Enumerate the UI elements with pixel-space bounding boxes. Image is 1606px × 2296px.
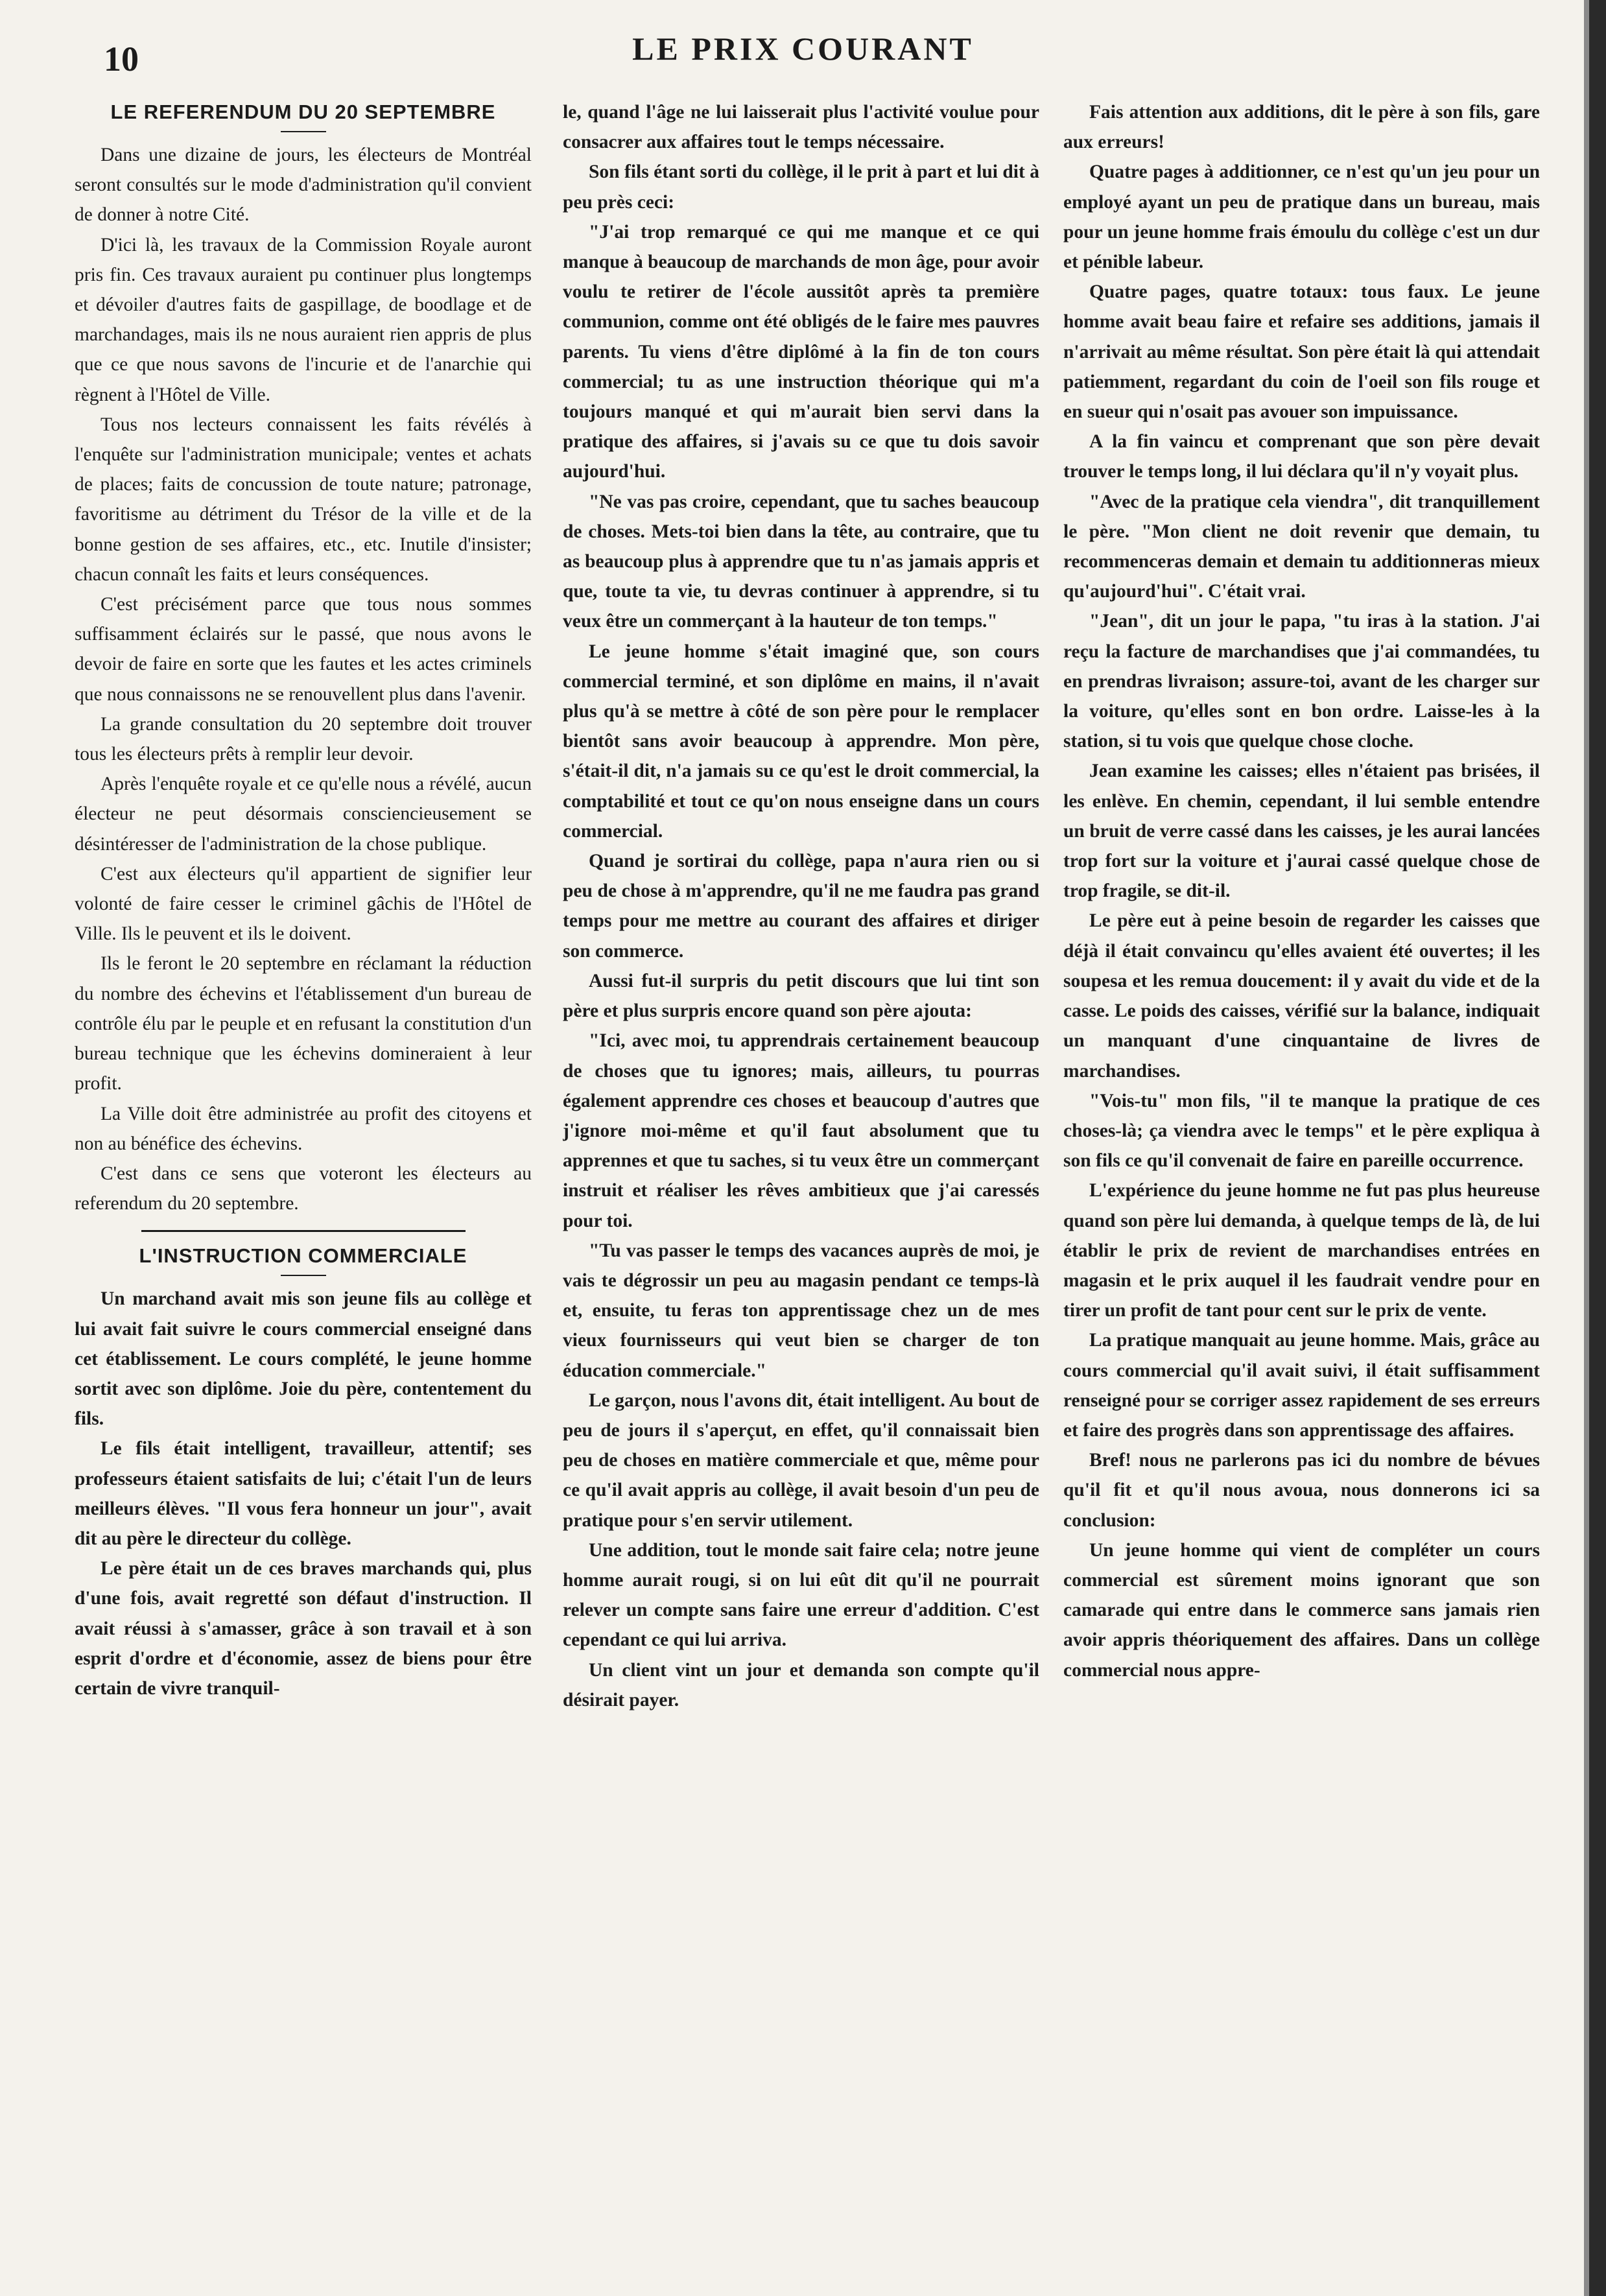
paragraph: "Tu vas passer le temps des vacances auprès de moi, je vais te dégrossir un peu au magasin pendant ce temps-là et, ensuite, tu feras ton apprentissage chez un de mes vieux fournisseurs qui veut bien se charger de ton éducation commerciale." — [563, 1240, 1039, 1381]
paragraph: "Ne vas pas croire, cependant, que tu saches beaucoup de choses. Mets-toi bien dans la tête, au contraire, que tu as beaucoup plus à apprendre que tu n'as jamais appris et que, toute ta vie, tu devras continuer à apprendre, si tu veux être un commerçant à la hauteur de ton temps." — [563, 491, 1039, 632]
running-title: LE PRIX COURANT — [632, 30, 974, 67]
title-rule — [281, 1275, 326, 1276]
scan-edge-shadow — [1584, 0, 1589, 2296]
paragraph: Quand je sortirai du collège, papa n'aura rien ou si peu de chose à m'apprendre, qu'il ne me faudra pas grand temps pour me mettre au courant des affaires et diriger son commerce. — [563, 851, 1039, 962]
referendum-body — [75, 140, 532, 1218]
column-left — [75, 97, 532, 2256]
paragraph: "Ici, avec moi, tu apprendrais certainement beaucoup de choses que tu ignores; mais, ailleurs, tu pourras également apprendre ces choses et beaucoup d'autres que j'ignore moi-même et qu'il faut absolument que tu apprennes et que tu saches, si tu veux être un commerçant instruit et réaliser les rêves ambitieux que j'ai caressés pour toi. — [563, 1030, 1039, 1231]
paragraph: La pratique manquait au jeune homme. Mais, grâce au cours commercial qu'il avait suivi, il était suffisamment renseigné pour se corriger assez rapidement de ses erreurs et faire des progrès dans son apprentissage des affaires. — [1063, 1330, 1540, 1441]
paragraph: "Vois-tu" mon fils, "il te manque la pratique de ces choses-là; ça viendra avec le temps" et le père expliqua à son fils ce qu'il convenait de faire en pareille occurrence. — [1063, 1090, 1540, 1172]
paragraph: La Ville doit être administrée au profit des citoyens et non au bénéfice des échevins. — [75, 1103, 532, 1154]
title-rule — [281, 131, 326, 132]
paragraph: A la fin vaincu et comprenant que son père devait trouver le temps long, il lui déclara qu'il n'y voyait plus. — [1063, 431, 1540, 482]
paragraph: Un marchand avait mis son jeune fils au collège et lui avait fait suivre le cours commercial enseigné dans cet établissement. Le cours complété, le jeune homme sortit avec son diplôme. Joie du père, contentement du fils. — [75, 1288, 532, 1430]
paragraph-continued: le, quand l'âge ne lui laisserait plus l'activité voulue pour consacrer aux affaires tout le temps nécessaire. — [563, 102, 1039, 153]
paragraph: Dans une dizaine de jours, les électeurs de Montréal seront consultés sur le mode d'administration qu'il convient de donner à notre Cité. — [75, 145, 532, 226]
paragraph: Le fils était intelligent, travailleur, attentif; ses professeurs étaient satisfaits de lui; c'était l'un de leurs meilleurs élèves. "Il vous fera honneur un jour", avait dit au père le directeur du collège. — [75, 1438, 532, 1549]
paragraph: C'est précisément parce que tous nous sommes suffisamment éclairés sur le passé, que nous avons le devoir de faire en sorte que les fautes et les actes criminels que nous connaissons ne se renouvellent plus dans l'avenir. — [75, 594, 532, 705]
paragraph: Fais attention aux additions, dit le père à son fils, gare aux erreurs! — [1063, 102, 1540, 153]
section-separator — [141, 1230, 466, 1232]
paragraph: Après l'enquête royale et ce qu'elle nous a révélé, aucun électeur ne peut désormais consciencieusement se désintéresser de l'administration de la chose publique. — [75, 774, 532, 855]
paragraph: "J'ai trop remarqué ce qui me manque et ce qui manque à beaucoup de marchands de mon âge, pour avoir voulu te retirer de l'école aussitôt après ta première communion, comme ont été obligés de le faire mes pauvres parents. Tu viens d'être diplômé à la fin de ton cours commercial; tu as une instruction théorique qui m'a toujours manqué et qui m'aurait bien servi dans la pratique des affaires, si j'avais su ce que tu dois savoir aujourd'hui. — [563, 221, 1039, 482]
paragraph: Son fils étant sorti du collège, il le prit à part et lui dit à peu près ceci: — [563, 161, 1039, 213]
scan-edge — [1589, 0, 1606, 2296]
paragraph: Jean examine les caisses; elles n'étaient pas brisées, il les enlève. En chemin, cependant, il lui semble entendre un bruit de verre cassé dans les caisses, je les aurai lancées trop fort sur la voiture et j'aurai cassé quelque chose de trop fragile, se dit-il. — [1063, 761, 1540, 902]
paragraph: L'expérience du jeune homme ne fut pas plus heureuse quand son père lui demanda, à quelque temps de là, de lui établir le prix de revient de marchandises entrées en magasin et le prix auquel il les faudrait vendre pour en tirer un profit de tant pour cent sur le prix de vente. — [1063, 1180, 1540, 1321]
paragraph: Un jeune homme qui vient de compléter un cours commercial est sûrement moins ignorant que son camarade qui entre dans le commerce sans jamais rien avoir appris théoriquement des affaires. Dans un collège commercial nous appre- — [1063, 1539, 1540, 1681]
page-number: 10 — [104, 40, 139, 78]
paragraph: Un client vint un jour et demanda son compte qu'il désirait payer. — [563, 1659, 1039, 1710]
paragraph: La grande consultation du 20 septembre doit trouver tous les électeurs prêts à remplir leur devoir. — [75, 713, 532, 765]
referendum-title: LE REFERENDUM DU 20 SEPTEMBRE — [110, 101, 496, 123]
paragraph: Aussi fut-il surpris du petit discours que lui tint son père et plus surpris encore quand son père ajouta: — [563, 970, 1039, 1022]
paragraph: Bref! nous ne parlerons pas ici du nombre de bévues qu'il fit et qu'il nous avoua, nous donnerons ici sa conclusion: — [1063, 1450, 1540, 1531]
paragraph: Le jeune homme s'était imaginé que, son cours commercial terminé, et son diplôme en mains, il n'avait plus qu'à se mettre à côté de son père pour le remplacer bientôt sans avoir beaucoup à apprendre. Mon père, s'était-il dit, n'a jamais su ce qu'est le droit commercial, la comptabilité et tout ce qu'on nous enseigne dans un cours commercial. — [563, 641, 1039, 842]
paragraph: "Jean", dit un jour le papa, "tu iras à la station. J'ai reçu la facture de marchandises que j'ai commandées, tu en prendras livraison; assure-toi, avant de les charger sur la voiture, qu'elles sont en bon ordre. Laisse-les à la station, si tu vois que quelque chose cloche. — [1063, 611, 1540, 752]
paragraph: Le père eut à peine besoin de regarder les caisses que déjà il était convaincu qu'elles avaient été ouvertes; il les soupesa et les remua doucement: il y avait du vide et de la casse. Le poids des caisses, vérifié sur la balance, indiquait un manquant d'une cinquantaine de livres de marchandises. — [1063, 910, 1540, 1082]
paragraph: D'ici là, les travaux de la Commission Royale auront pris fin. Ces travaux auraient pu continuer plus longtemps et dévoiler d'autres faits de gaspillage, de boodlage et de marchandages, mais ils ne nous auraient rien appris de plus que ce que nous savons de l'incurie et de l'anarchie qui règnent à l'Hôtel de Ville. — [75, 234, 532, 405]
paragraph: Le père était un de ces braves marchands qui, plus d'une fois, avait regretté son défaut d'instruction. Il avait réussi à s'amasser, grâce à son travail et à son esprit d'ordre et d'économie, assez de biens pour être certain de vivre tranquil- — [75, 1558, 532, 1699]
paragraph: Une addition, tout le monde sait faire cela; notre jeune homme aurait rougi, si on lui eût dit qu'il ne pourrait relever un compte sans faire une erreur d'addition. C'est cependant ce qui lui arriva. — [563, 1539, 1039, 1651]
paragraph: C'est aux électeurs qu'il appartient de signifier leur volonté de faire cesser le criminel gâchis de l'Hôtel de Ville. Ils le peuvent et ils le doivent. — [75, 863, 532, 945]
column-right — [1063, 97, 1540, 2256]
paragraph: "Avec de la pratique cela viendra", dit tranquillement le père. "Mon client ne doit revenir que demain, tu recommenceras demain et demain tu additionneras mieux qu'aujourd'hui". C'était vrai. — [1063, 491, 1540, 602]
paragraph: Quatre pages à additionner, ce n'est qu'un jeu pour un employé ayant un peu de pratique dans un bureau, mais pour un jeune homme frais émoulu du collège c'est un dur et pénible labeur. — [1063, 161, 1540, 273]
paragraph: Ils le feront le 20 septembre en réclamant la réduction du nombre des échevins et l'établissement d'un bureau de contrôle élu par le peuple et en refusant la constitution d'un bureau technique que les échevins domineraient à leur profit. — [75, 953, 532, 1095]
paragraph: Quatre pages, quatre totaux: tous faux. Le jeune homme avait beau faire et refaire ses additions, jamais il n'arrivait au même résultat. Son père était là qui attendait patiemment, regardant du coin de l'oeil son fils rouge et en sueur qui n'osait pas avouer son impuissance. — [1063, 281, 1540, 423]
instruction-body-part1 — [75, 1284, 532, 1703]
paragraph: C'est dans ce sens que voteront les électeurs au referendum du 20 septembre. — [75, 1163, 532, 1214]
paragraph: Tous nos lecteurs connaissent les faits révélés à l'enquête sur l'administration municipale; ventes et achats de places; faits de concussion de toute nature; patronage, favoritisme au détriment du Trésor de la ville et de la bonne gestion de ses affaires, etc., etc. Inutile d'insister; chacun connaît les faits et leurs conséquences. — [75, 414, 532, 585]
instruction-title: L'INSTRUCTION COMMERCIALE — [139, 1244, 467, 1268]
paragraph: Le garçon, nous l'avons dit, était intelligent. Au bout de peu de jours il s'aperçut, en effet, qu'il connaissait bien peu de choses en matière commerciale et que, même pour ce qu'il avait appris au collège, il avait besoin d'un peu de pratique pour s'en servir utilement. — [563, 1390, 1039, 1531]
column-middle — [563, 97, 1039, 2256]
